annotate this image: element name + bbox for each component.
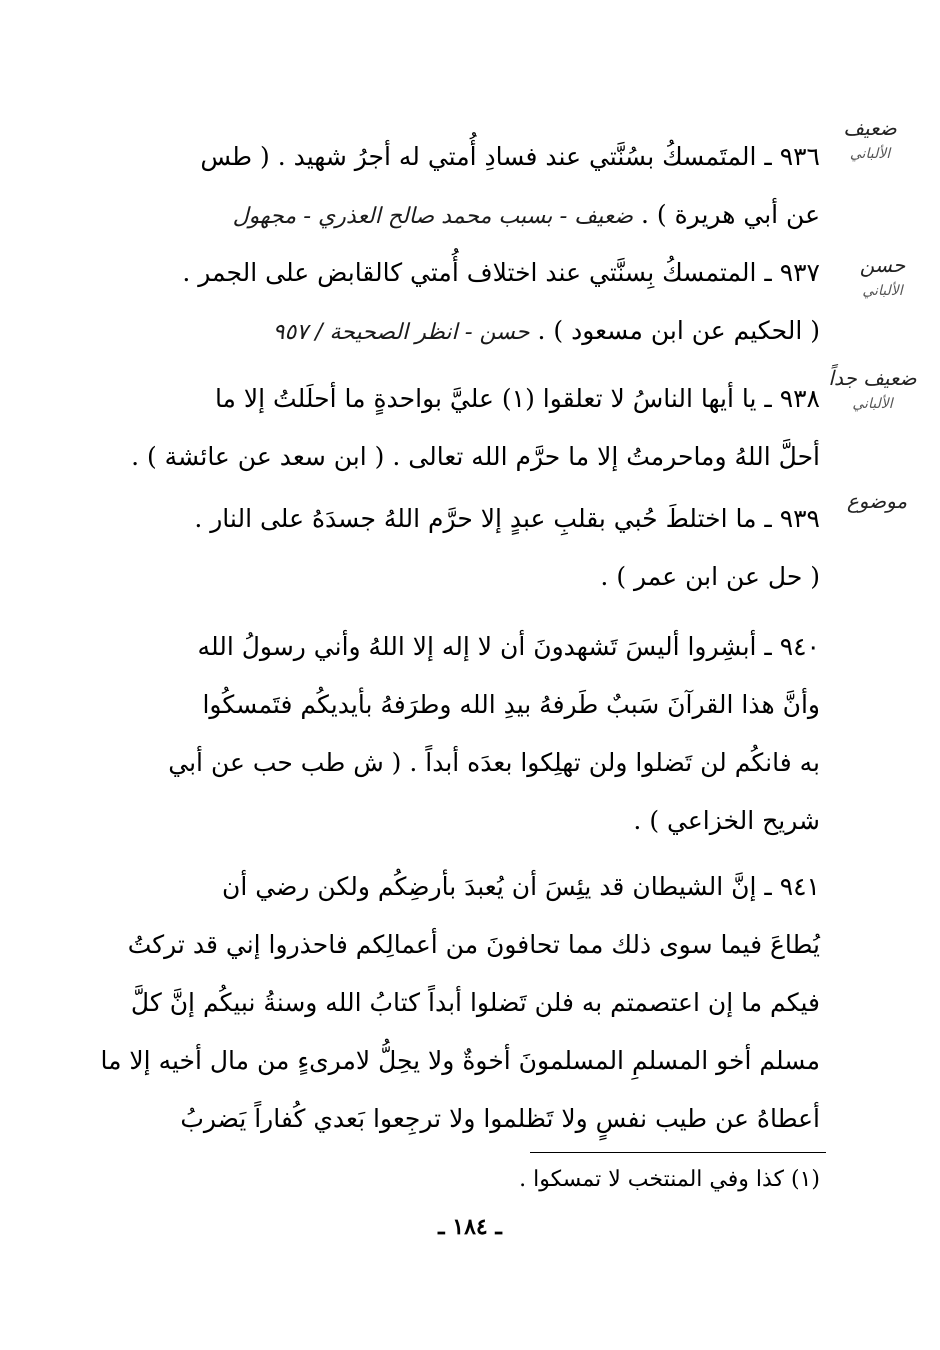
footnote-rule xyxy=(530,1152,826,1153)
margin-grade: حسن xyxy=(859,253,906,277)
hadith-940 xyxy=(100,618,820,850)
handwritten-note: حسن - انظر الصحيحة / ٩٥٧ xyxy=(272,320,530,345)
margin-grade: ضعيف xyxy=(843,116,897,140)
margin-grader: الألباني xyxy=(852,396,893,412)
margin-grader: الألباني xyxy=(849,146,891,162)
hadith-line: ٩٤١ ـ إنَّ الشيطان قد يئِسَ أن يُعبدَ بأرضِكُم ولكن رضي أن xyxy=(222,872,820,901)
margin-note-937 xyxy=(835,252,930,304)
hadith-line: فيكم ما إن اعتصمتم به فلن تَضلوا أبداً كتابُ الله وسنةُ نبيكُم إنَّ كلَّ xyxy=(130,988,820,1017)
hadith-line: أحلَّ اللهُ وماحرمتُ إلا ما حرَّم الله تعالى . ( ابن سعد عن عائشة ) . xyxy=(131,442,820,471)
hadith-941 xyxy=(100,858,820,1148)
footnote: (١) كذا وفي المنتخب لا تمسكوا . xyxy=(519,1167,820,1192)
hadith-938 xyxy=(100,370,820,486)
hadith-line: وأنَّ هذا القرآنَ سَببٌ طَرفهُ بيدِ الله وطرَفهُ بأيديكُم فتَمسكُوا xyxy=(202,690,820,719)
hadith-936 xyxy=(100,128,820,246)
hadith-939 xyxy=(100,490,820,606)
hadith-source: عن أبي هريرة ) . xyxy=(640,200,820,229)
margin-grade: ضعيف جداً xyxy=(828,366,917,390)
hadith-source: ( الحكيم عن ابن مسعود ) . xyxy=(537,316,820,345)
hadith-line: به فانكُم لن تَضلوا ولن تهلِكوا بعدَه أبداً . ( ش طب حب عن أبي xyxy=(168,748,820,777)
handwritten-note: ضعيف - بسبب محمد صالح العذري - مجهول xyxy=(232,204,634,229)
hadith-line: يُطاعَ فيما سوى ذلك مما تحافونَ من أعمالِكم فاحذروا إني قد تركتُ xyxy=(127,930,820,959)
hadith-line: أعطاهُ عن طيب نفسٍ ولا تَظلموا ولا ترجِعوا بَعدي كُفاراً يَضربُ xyxy=(180,1104,820,1133)
hadith-line: ٩٣٦ ـ المتَمسكُ بسُنَّتي عند فسادِ أُمتي له أجرُ شهيد . ( طس xyxy=(200,142,820,171)
hadith-line xyxy=(100,186,820,246)
margin-note-939 xyxy=(822,488,932,514)
hadith-line: ٩٤٠ ـ أبشِروا أليسَ تَشهدونَ أن لا إله إلا اللهُ وأني رسولُ الله xyxy=(197,632,820,661)
page-number: ـ ١٨٤ ـ xyxy=(438,1214,502,1240)
margin-grade: موضوع xyxy=(846,489,908,513)
margin-note-936 xyxy=(815,115,925,167)
hadith-line: شريح الخزاعي ) . xyxy=(633,806,820,835)
hadith-937 xyxy=(100,244,820,362)
hadith-line: مسلم أخو المسلمِ المسلمونَ أخوةٌ ولا يحِلُّ لامرىءٍ من مال أخيه إلا ما xyxy=(100,1046,820,1075)
hadith-line: ٩٣٨ ـ يا أيها الناسُ لا تعلقوا (١) عليَّ بواحدةٍ ما أحلَلتُ إلا ما xyxy=(214,384,820,413)
hadith-line: ( حل عن ابن عمر ) . xyxy=(600,562,820,591)
hadith-line xyxy=(100,302,820,362)
hadith-line: ٩٣٧ ـ المتمسكُ بِسنَّتي عند اختلاف أُمتي كالقابض على الجمر . xyxy=(182,258,820,287)
margin-grader: الألباني xyxy=(862,283,903,299)
margin-note-938 xyxy=(810,365,935,417)
hadith-line: ٩٣٩ ـ ما اختلطَ حُبي بقلبِ عبدٍ إلا حرَّم اللهُ جسدَهُ على النار . xyxy=(194,504,820,533)
